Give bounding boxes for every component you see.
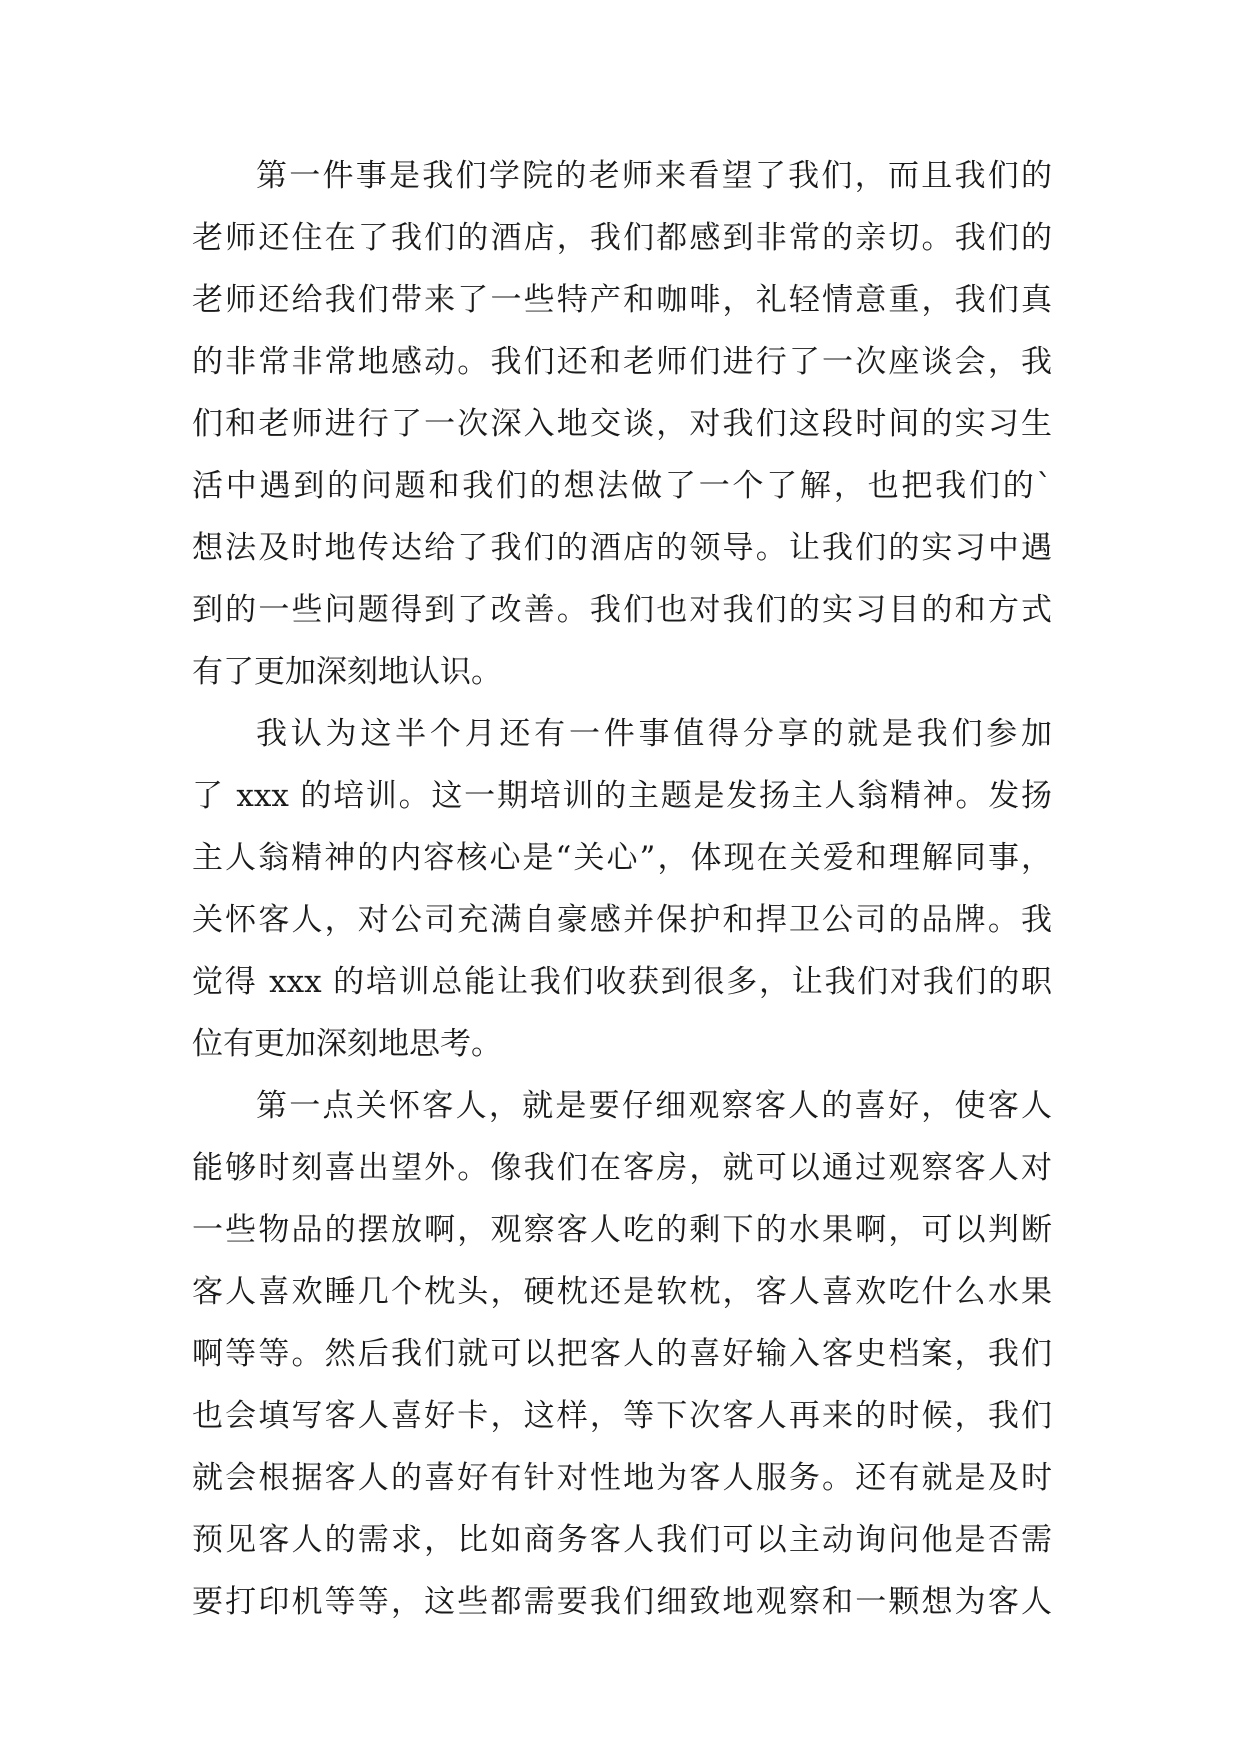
text-line: 位有更加深刻地思考。 [192,1026,502,1062]
text-line: 也会填写客人喜好卡，这样，等下次客人再来的时候，我们 [192,1398,1052,1434]
text-line: 一些物品的摆放啊，观察客人吃的剩下的水果啊，可以判断 [192,1212,1052,1248]
text-line: 主人翁精神的内容核心是“关心”，体现在关爱和理解同事， [192,840,1052,876]
text-line: 到的一些问题得到了改善。我们也对我们的实习目的和方式 [192,592,1052,628]
text-line: 活中遇到的问题和我们的想法做了一个了解，也把我们的` [192,468,1052,504]
paragraph-2 [192,703,1052,1075]
text-line: 老师还给我们带来了一些特产和咖啡，礼轻情意重，我们真 [192,282,1052,318]
text-line: 就会根据客人的喜好有针对性地为客人服务。还有就是及时 [192,1460,1052,1496]
text-line: 老师还住在了我们的酒店，我们都感到非常的亲切。我们的 [192,220,1052,256]
text-line: 我认为这半个月还有一件事值得分享的就是我们参加 [256,716,1052,752]
text-line: 有了更加深刻地认识。 [192,654,502,690]
paragraph-3 [192,1075,1052,1633]
text-line: 们和老师进行了一次深入地交谈，对我们这段时间的实习生 [192,406,1052,442]
text-line: 客人喜欢睡几个枕头，硬枕还是软枕，客人喜欢吃什么水果 [192,1274,1052,1310]
paragraph-1 [192,145,1052,703]
text-line: 能够时刻喜出望外。像我们在客房，就可以通过观察客人对 [192,1150,1052,1186]
text-line: 要打印机等等，这些都需要我们细致地观察和一颗想为客人 [192,1584,1052,1620]
text-line: 想法及时地传达给了我们的酒店的领导。让我们的实习中遇 [192,530,1052,566]
text-line: 啊等等。然后我们就可以把客人的喜好输入客史档案，我们 [192,1336,1052,1372]
text-line: 关怀客人，对公司充满自豪感并保护和捍卫公司的品牌。我 [192,902,1052,938]
document-page [192,145,1052,1633]
text-line: 的非常非常地感动。我们还和老师们进行了一次座谈会，我 [192,344,1052,380]
text-line: 了 xxx 的培训。这一期培训的主题是发扬主人翁精神。发扬 [192,778,1052,814]
text-line: 觉得 xxx 的培训总能让我们收获到很多，让我们对我们的职 [192,964,1052,1000]
text-line: 预见客人的需求，比如商务客人我们可以主动询问他是否需 [192,1522,1052,1558]
text-line: 第一点关怀客人，就是要仔细观察客人的喜好，使客人 [256,1088,1052,1124]
text-line: 第一件事是我们学院的老师来看望了我们，而且我们的 [256,158,1052,194]
